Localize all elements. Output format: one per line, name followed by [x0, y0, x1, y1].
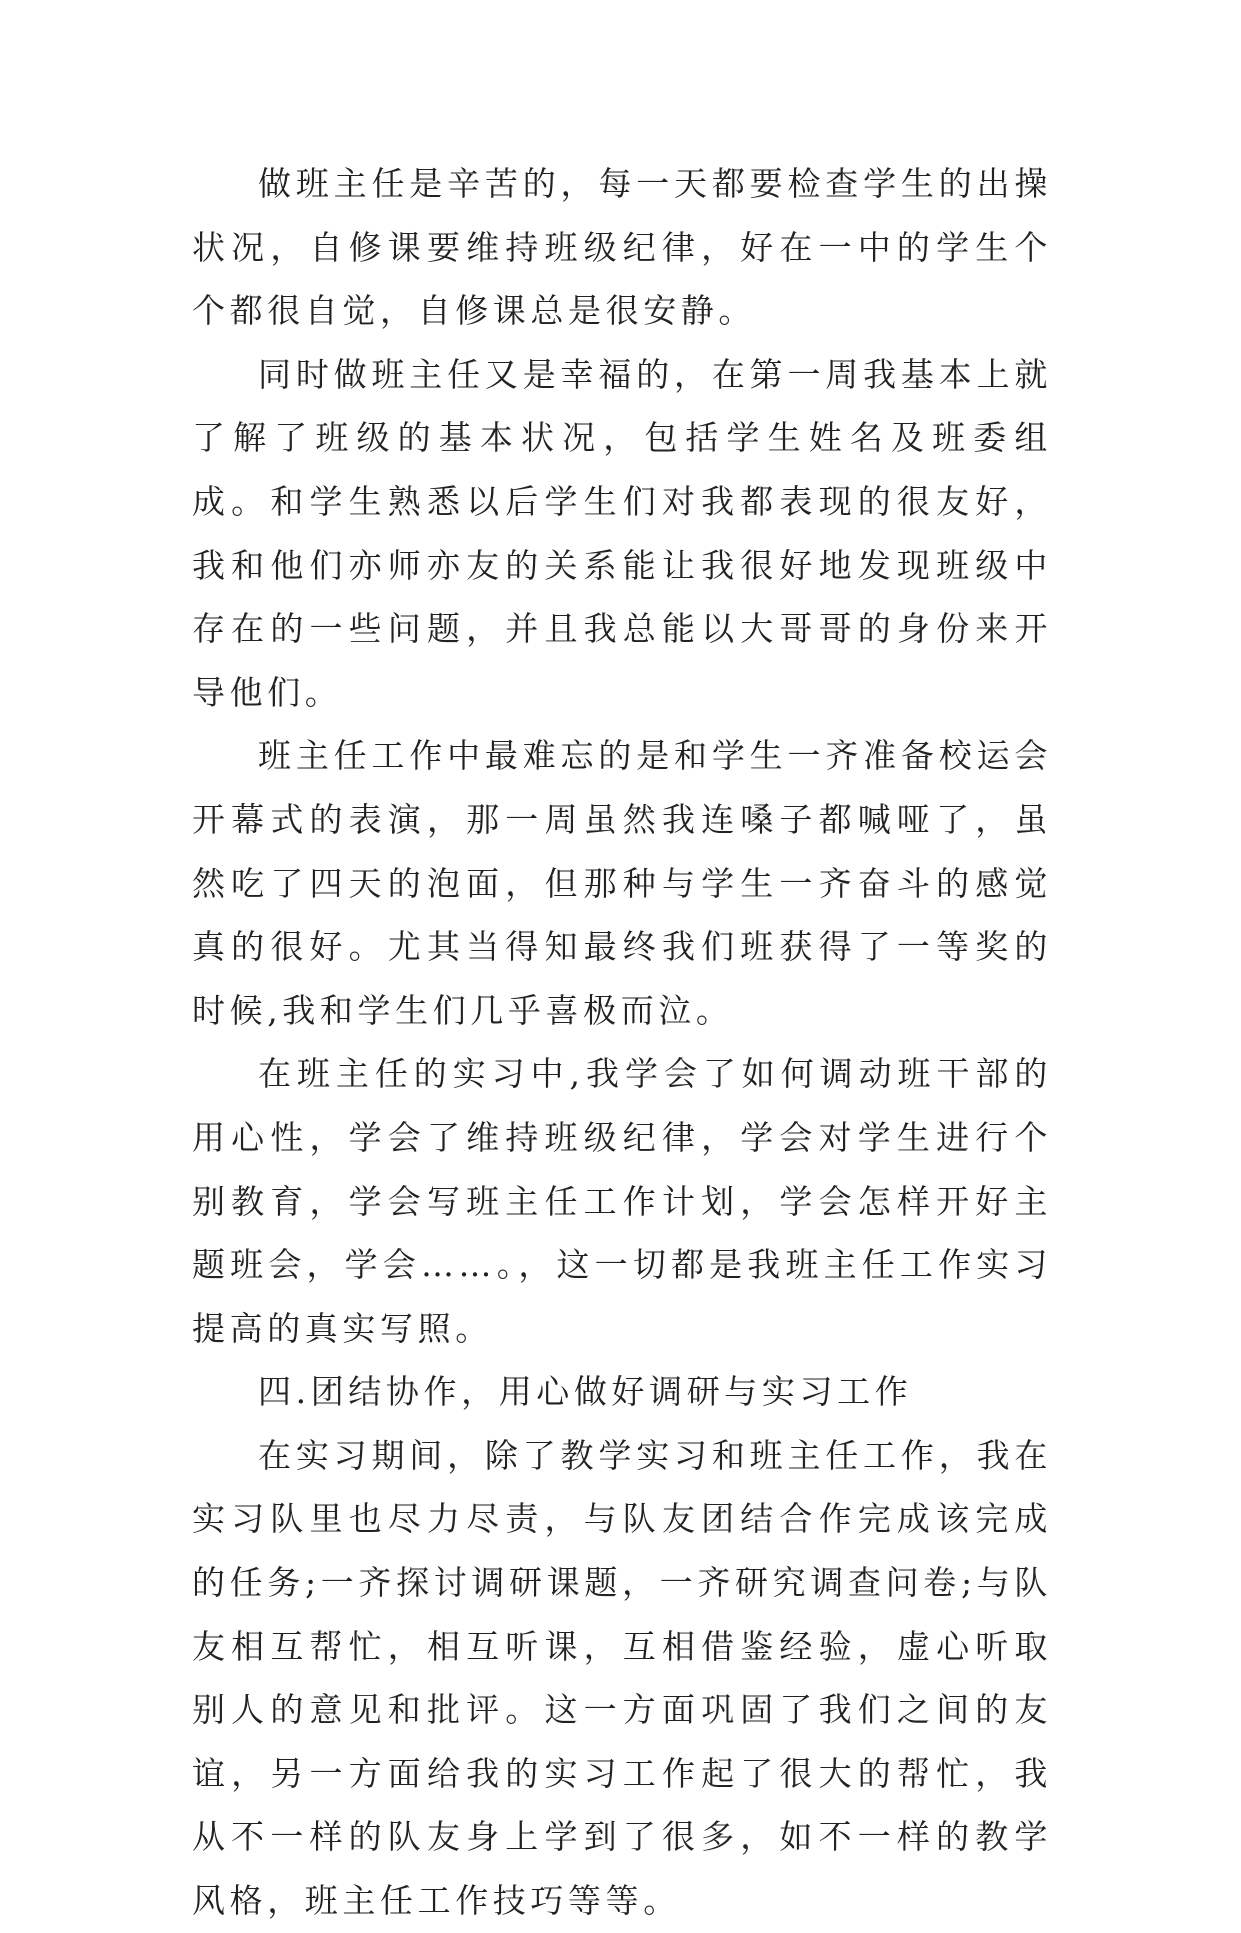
- document-body: [192, 152, 1052, 1933]
- section-heading-teamwork: 四.团结协作，用心做好调研与实习工作: [258, 1372, 913, 1412]
- paragraph-class-teacher-hardship: 做班主任是辛苦的，每一天都要检查学生的出操状况，自修课要维持班级纪律，好在一中的学生个个都很自觉，自修课总是很安静。: [192, 164, 1052, 331]
- paragraph-class-teacher-happiness: 同时做班主任又是幸福的，在第一周我基本上就了解了班级的基本状况，包括学生姓名及班委组成。和学生熟悉以后学生们对我都表现的很友好，我和他们亦师亦友的关系能让我很好地发现班级中存在的一些问题，并且我总能以大哥哥的身份来开导他们。: [192, 354, 1052, 712]
- paragraph-teamwork: 在实习期间，除了教学实习和班主任工作，我在实习队里也尽力尽责，与队友团结合作完成该完成的任务;一齐探讨调研课题，一齐研究调查问卷;与队友相互帮忙，相互听课，互相借鉴经验，虚心听取别人的意见和批评。这一方面巩固了我们之间的友谊，另一方面给我的实习工作起了很大的帮忙，我从不一样的队友身上学到了很多，如不一样的教学风格，班主任工作技巧等等。: [192, 1435, 1052, 1921]
- paragraph-internship-gains: 在班主任的实习中,我学会了如何调动班干部的用心性，学会了维持班级纪律，学会对学生进行个别教育，学会写班主任工作计划，学会怎样开好主题班会，学会……。，这一切都是我班主任工作实习提高的真实写照。: [192, 1054, 1052, 1348]
- paragraph-sports-meet-performance: 班主任工作中最难忘的是和学生一齐准备校运会开幕式的表演，那一周虽然我连嗓子都喊哑了，虽然吃了四天的泡面，但那种与学生一齐奋斗的感觉真的很好。尤其当得知最终我们班获得了一等奖的时候,我和学生们几乎喜极而泣。: [192, 736, 1052, 1030]
